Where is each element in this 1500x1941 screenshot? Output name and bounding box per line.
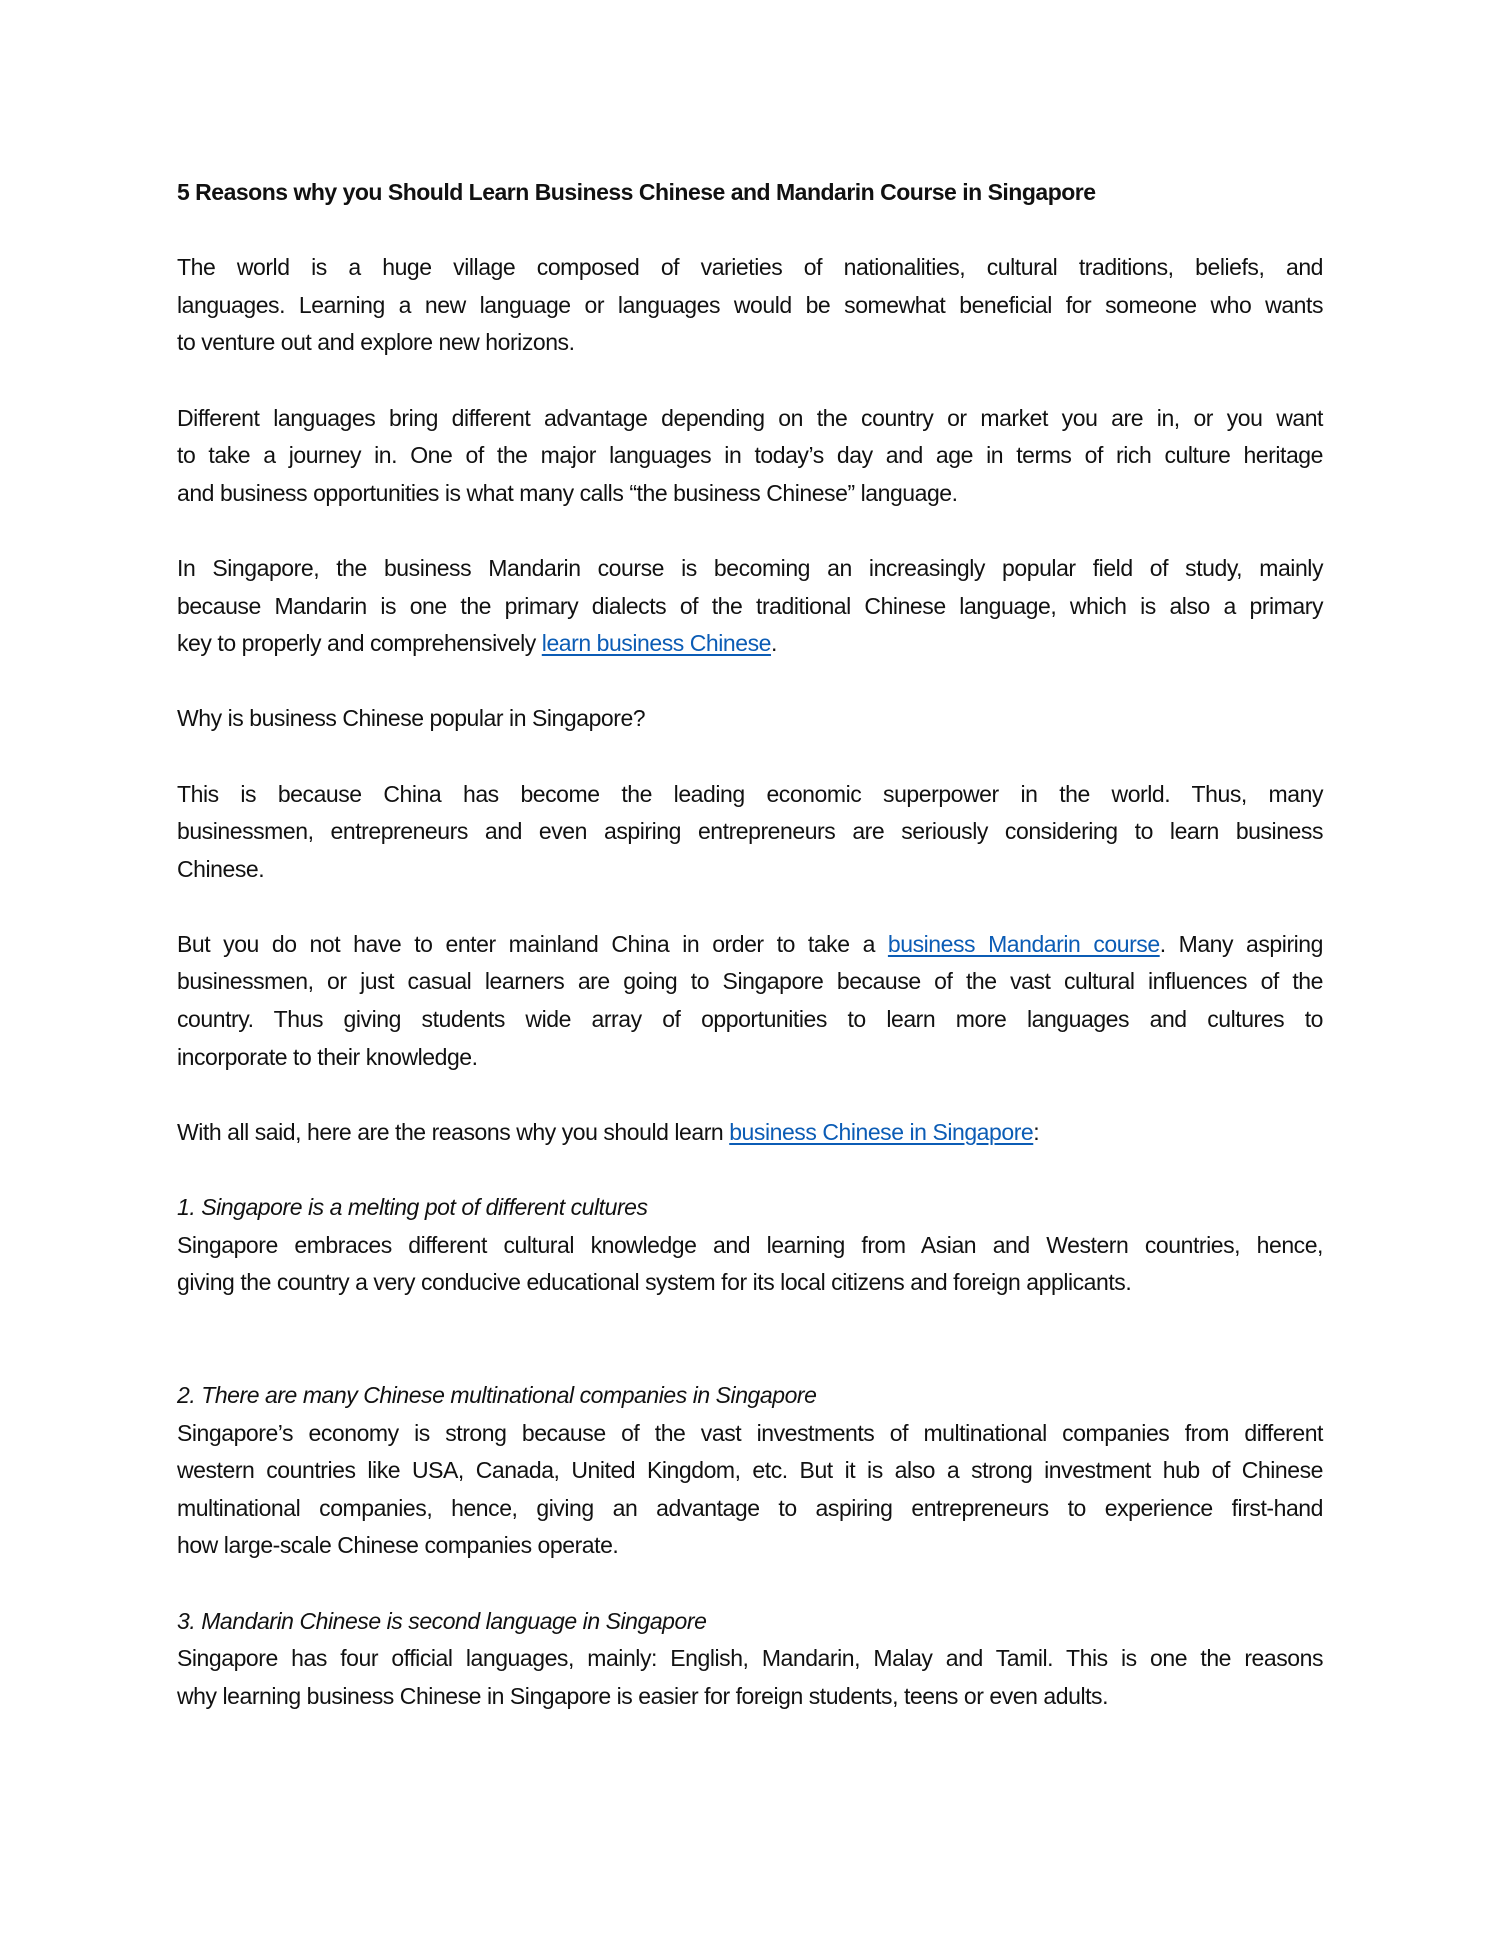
text-segment: But you do not have to enter mainland China in order to take a <box>177 930 888 957</box>
intro-paragraph <box>177 249 1323 362</box>
blank-line <box>177 362 1323 400</box>
paragraph-line: to take a journey in. One of the major languages in today’s day and age in terms of rich culture heritage <box>177 442 1323 469</box>
china-superpower-paragraph <box>177 776 1323 889</box>
question-heading: Why is business Chinese popular in Singapore? <box>177 705 646 732</box>
paragraph-line: This is because China has become the leading economic superpower in the world. Thus, many <box>177 780 1323 807</box>
reason-2 <box>177 1377 1323 1565</box>
learn-business-chinese-link[interactable]: learn business Chinese <box>541 630 771 657</box>
paragraph-line: Singapore has four official languages, mainly: English, Mandarin, Malay and Tamil. This is one the reasons <box>177 1645 1323 1672</box>
paragraph-line: giving the country a very conducive educational system for its local citizens and foreign applicants. <box>177 1269 1132 1296</box>
singapore-mandarin-paragraph <box>177 550 1323 663</box>
paragraph-line <box>177 625 1323 663</box>
languages-paragraph <box>177 400 1323 513</box>
paragraph-line: to venture out and explore new horizons. <box>177 329 575 356</box>
paragraph-line: why learning business Chinese in Singapore is easier for foreign students, teens or even adults. <box>177 1682 1109 1709</box>
blank-line <box>177 212 1323 250</box>
paragraph-line: businessmen, or just casual learners are going to Singapore because of the vast cultural influences of the <box>177 968 1323 995</box>
document-title: 5 Reasons why you Should Learn Business Chinese and Mandarin Course in Singapore <box>177 179 1096 205</box>
paragraph-line: The world is a huge village composed of varieties of nationalities, cultural traditions, beliefs, and <box>177 254 1323 281</box>
paragraph-line: Chinese. <box>177 855 265 882</box>
paragraph-line: Singapore embraces different cultural knowledge and learning from Asian and Western countries, hence, <box>177 1231 1323 1258</box>
paragraph-line: incorporate to their knowledge. <box>177 1043 478 1070</box>
paragraph-line: Singapore’s economy is strong because of the vast investments of multinational companies from different <box>177 1419 1323 1446</box>
reason-heading: 3. Mandarin Chinese is second language in Singapore <box>177 1607 707 1634</box>
blank-line <box>177 1076 1323 1114</box>
mainland-china-paragraph <box>177 926 1323 1076</box>
blank-line <box>177 1339 1323 1377</box>
paragraph-line: multinational companies, hence, giving an advantage to aspiring entrepreneurs to experience first-hand <box>177 1494 1323 1521</box>
blank-line <box>177 888 1323 926</box>
blank-line <box>177 663 1323 701</box>
blank-line <box>177 1565 1323 1603</box>
paragraph-line <box>177 926 1323 964</box>
paragraph-line: Different languages bring different advantage depending on the country or market you are in, or you want <box>177 404 1323 431</box>
text-segment: key to properly and comprehensively <box>177 630 542 657</box>
reason-1 <box>177 1189 1323 1302</box>
paragraph-line: country. Thus giving students wide array of opportunities to learn more languages and cultures to <box>177 1006 1323 1033</box>
text-segment: . Many aspiring <box>1159 930 1323 957</box>
reasons-intro-paragraph <box>177 1114 1323 1152</box>
blank-line <box>177 738 1323 776</box>
blank-line <box>177 1151 1323 1189</box>
reason-heading: 1. Singapore is a melting pot of different cultures <box>177 1194 648 1221</box>
blank-line <box>177 1302 1323 1340</box>
paragraph-line: and business opportunities is what many calls “the business Chinese” language. <box>177 479 958 506</box>
business-mandarin-course-link[interactable]: business Mandarin course <box>887 930 1160 957</box>
business-chinese-in-singapore-link[interactable]: business Chinese in Singapore <box>729 1118 1034 1145</box>
text-segment: : <box>1033 1118 1040 1145</box>
blank-line <box>177 512 1323 550</box>
paragraph-line: In Singapore, the business Mandarin course is becoming an increasingly popular field of study, mainly <box>177 554 1323 581</box>
paragraph-line: languages. Learning a new language or languages would be somewhat beneficial for someone who wants <box>177 291 1323 318</box>
paragraph-line: businessmen, entrepreneurs and even aspiring entrepreneurs are seriously considering to learn business <box>177 818 1323 845</box>
paragraph-line: because Mandarin is one the primary dialects of the traditional Chinese language, which is also a primary <box>177 592 1323 619</box>
reason-3 <box>177 1603 1323 1716</box>
paragraph-line: western countries like USA, Canada, United Kingdom, etc. But it is also a strong investment hub of Chinese <box>177 1457 1323 1484</box>
text-segment: With all said, here are the reasons why you should learn <box>177 1118 730 1145</box>
paragraph-line: how large-scale Chinese companies operate. <box>177 1532 619 1559</box>
document-page <box>177 174 1323 1715</box>
reason-heading: 2. There are many Chinese multinational companies in Singapore <box>177 1382 817 1408</box>
text-segment: . <box>770 630 777 657</box>
